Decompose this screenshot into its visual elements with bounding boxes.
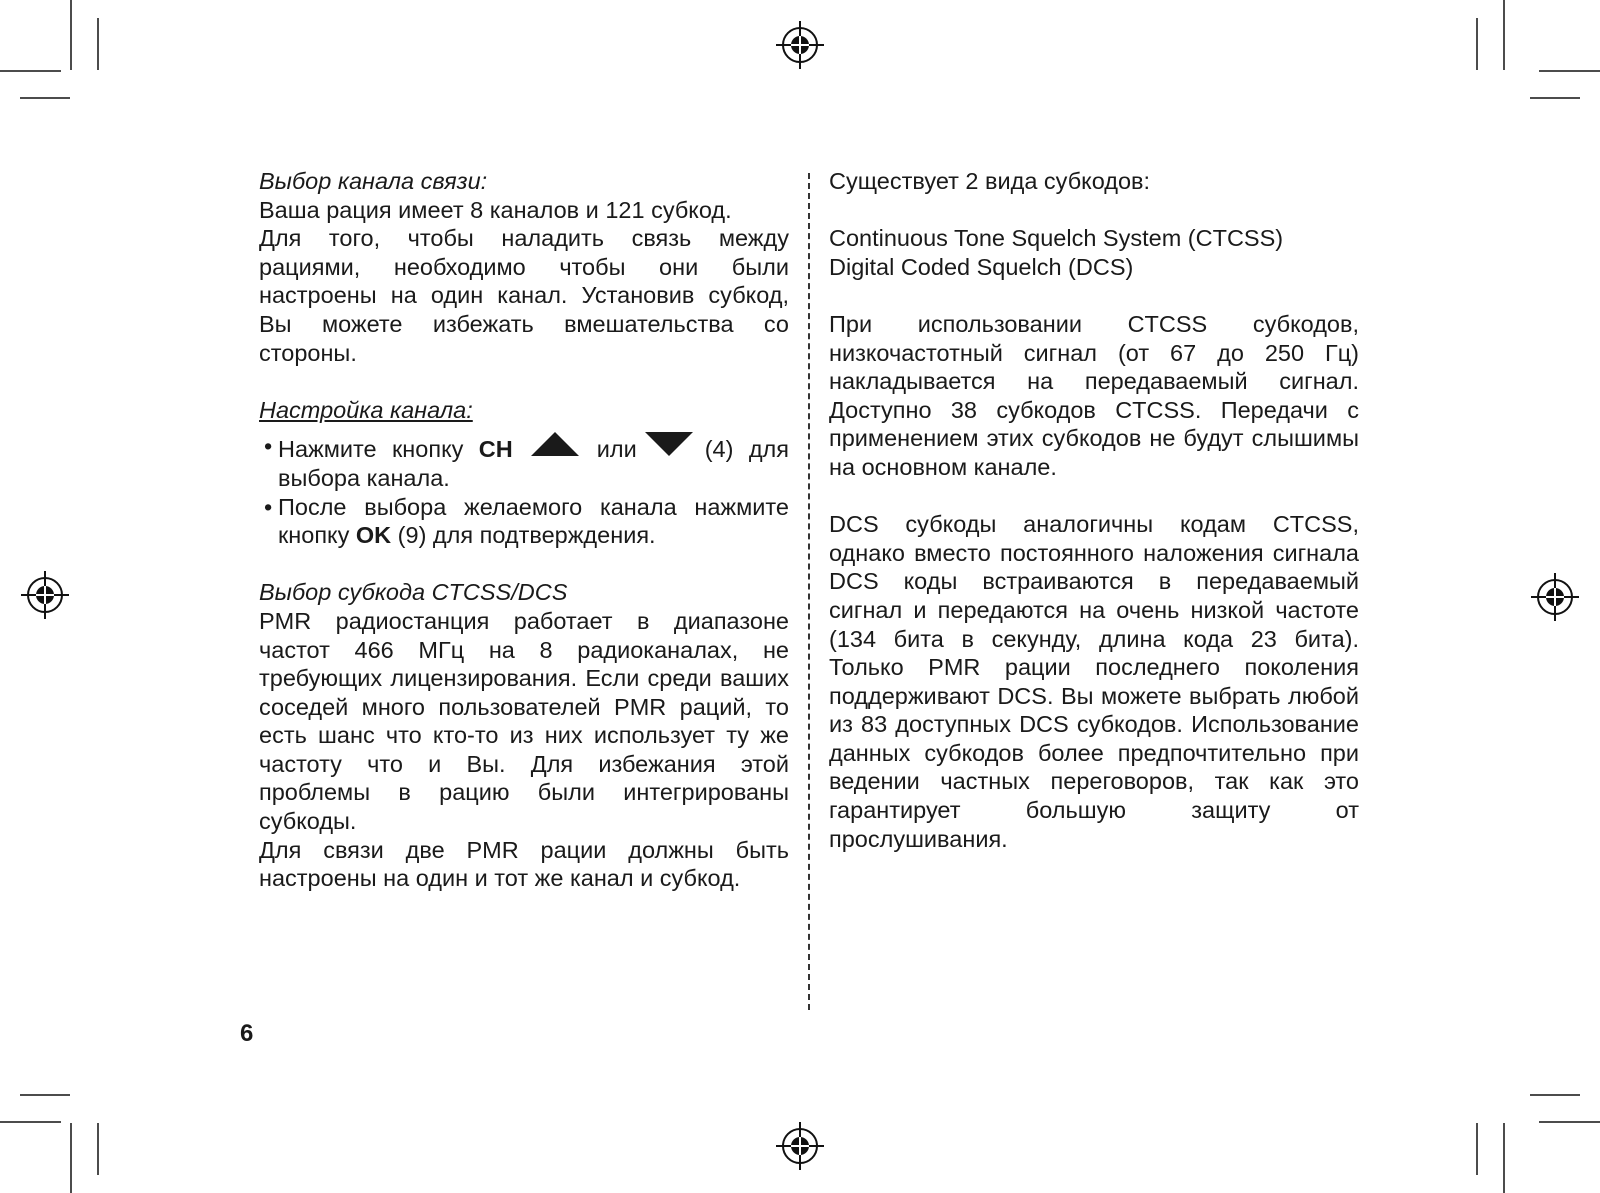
pmr-requirement-paragraph: Для связи две PMR рации должны быть настроены на один и тот же канал и субкод. — [259, 836, 789, 892]
step-press-ok-suffix: (9) для подтверждения. — [391, 522, 656, 549]
channel-setup-heading: Настройка канала: — [259, 396, 473, 423]
ch-key-label: CH — [478, 436, 513, 463]
right-column — [829, 167, 1359, 853]
ok-key-label: OK — [355, 522, 392, 549]
step-press-ok — [259, 493, 789, 550]
channel-setup-steps — [259, 432, 789, 549]
registration-mark-icon — [21, 571, 69, 619]
registration-mark-icon — [1531, 573, 1579, 621]
channel-intro-paragraph: Ваша рация имеет 8 каналов и 121 субкод. — [259, 196, 732, 223]
channel-explanation-paragraph: Для того, чтобы наладить связь между рациями, необходимо чтобы они были настроены на один канал. Установив субкод, Вы можете избежать вмешательства со стороны. — [259, 225, 789, 366]
left-column — [259, 167, 789, 893]
ctcss-name: Continuous Tone Squelch System (CTCSS) — [829, 225, 1284, 252]
step-press-ch-prefix: Нажмите кнопку — [278, 436, 479, 463]
step-press-ch-suffix: (4) для выбора канала. — [278, 436, 789, 491]
dcs-description: DCS субкоды аналогичны кодам CTCSS, однако вместо постоянного наложения сигнала DCS коды встраиваются в передаваемый сигнал и передаются на очень низкой частоте (134 бита в секунду, длина кода 23 бита). Только PMR рации последнего поколения поддерживают DCS. Вы можете выбрать любой из 83 доступных DCS субкодов. Использование данных субкодов более предпочтительно при ведении частных переговоров, так как это гарантирует большую защиту от прослушивания. — [829, 511, 1359, 852]
pmr-description-paragraph: PMR радиостанция работает в диапазоне частот 466 МГц на 8 радиоканалах, не требующих лицензирования. Если среди ваших соседей много пользователей PMR раций, то есть шанс что кто-то из них использует ту же частоту что и Вы. Для избежания этой проблемы в рацию были интегрированы субкоды. — [259, 607, 789, 835]
dcs-name: Digital Coded Squelch (DCS) — [829, 253, 1134, 280]
bullet-dot: • — [264, 493, 273, 520]
registration-mark-icon — [776, 21, 824, 69]
ctcss-description: При использовании CTCSS субкодов, низкочастотный сигнал (от 67 до 250 Гц) накладывается на передаваемый сигнал. Доступно 38 субкодов CTCSS. Передачи с применением этих субкодов не будут слышимы на основном канале. — [829, 310, 1359, 480]
subcode-select-heading: Выбор субкода CTCSS/DCS — [259, 579, 568, 606]
step-press-ok-prefix: После выбора желаемого канала нажмите кнопку — [278, 493, 789, 549]
bullet-dot: • — [264, 433, 273, 460]
column-divider — [808, 173, 810, 1010]
page-number: 6 — [240, 1020, 254, 1047]
subcode-types-intro: Существует 2 вида субкодов: — [829, 168, 1151, 194]
step-or-text: или — [596, 436, 637, 463]
registration-mark-icon — [776, 1122, 824, 1170]
step-press-ch — [259, 432, 789, 492]
triangle-up-icon — [531, 432, 579, 456]
channel-select-heading: Выбор канала связи: — [259, 168, 488, 194]
triangle-down-icon — [645, 432, 693, 456]
